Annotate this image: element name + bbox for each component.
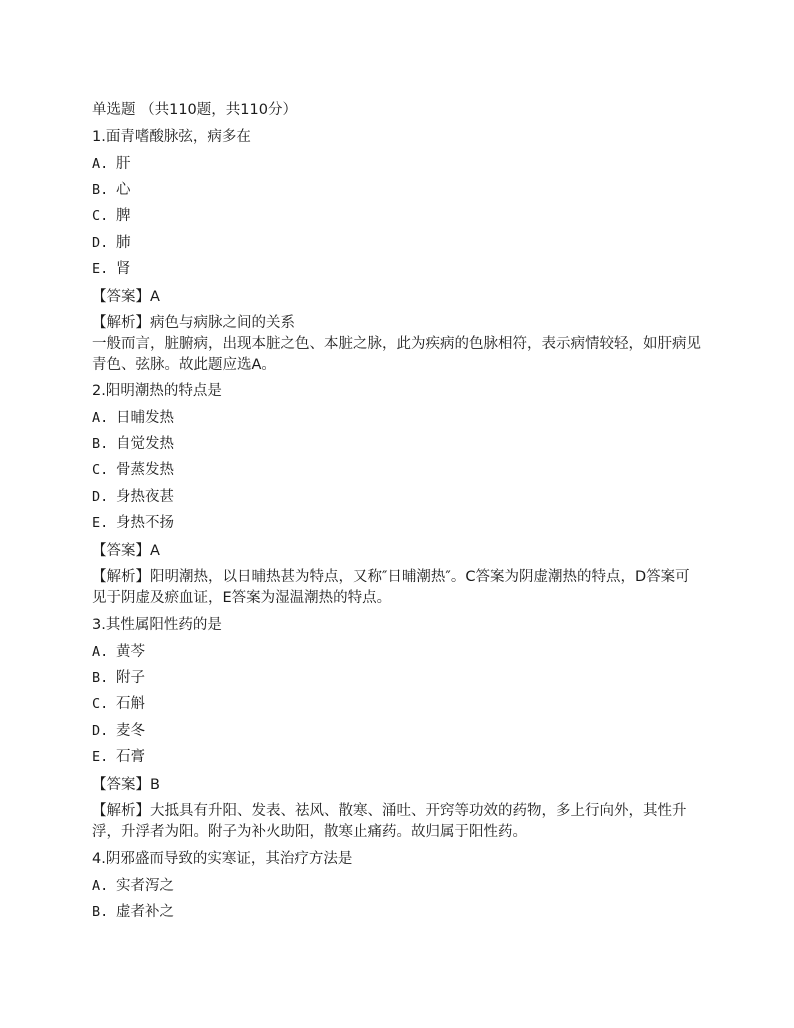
analysis-text: 病色与病脉之间的关系 [150, 315, 295, 331]
answer-line [92, 287, 160, 307]
option-text: 肝 [116, 156, 131, 172]
option-text: 麦冬 [116, 723, 145, 739]
option-text: 石斛 [116, 696, 145, 712]
option-a [92, 642, 145, 662]
option-d [92, 721, 145, 741]
analysis-text: 阳明潮热，以日晡热甚为特点，又称″日晡潮热″。C答案为阴虚潮热的特点，D答案可见于阴虚及瘀血证，E答案为湿温潮热的特点。 [92, 569, 690, 606]
option-text: 心 [116, 182, 131, 198]
option-c [92, 460, 174, 480]
option-a [92, 154, 131, 174]
option-text: 黄芩 [116, 644, 145, 660]
answer-value: A [150, 289, 160, 305]
answer-label: 【答案】 [92, 777, 150, 793]
question-stem: 1.面青嗜酸脉弦，病多在 [92, 129, 251, 145]
option-b [92, 180, 131, 200]
option-letter: E. [92, 261, 109, 277]
option-e [92, 259, 131, 279]
option-text: 自觉发热 [116, 436, 174, 452]
option-text: 实者泻之 [116, 878, 174, 894]
option-text: 肾 [116, 261, 131, 277]
option-letter: D. [92, 723, 109, 739]
option-letter: D. [92, 489, 109, 505]
option-letter: A. [92, 156, 109, 172]
option-text: 脾 [116, 208, 131, 224]
option-b [92, 434, 174, 454]
option-d [92, 233, 131, 253]
section-header: 单选题 （共110题，共110分） [92, 102, 297, 118]
answer-value: A [150, 543, 160, 559]
answer-line [92, 775, 160, 795]
option-d [92, 487, 174, 507]
option-c [92, 206, 131, 226]
analysis-text: 大抵具有升阳、发表、祛风、散寒、涌吐、开窍等功效的药物，多上行向外，其性升浮，升浮者为阳。附子为补火助阳，散寒止痛药。故归属于阳性药。 [92, 803, 687, 840]
option-e [92, 513, 174, 533]
option-text: 虚者补之 [116, 904, 174, 920]
question-stem: 4.阴邪盛而导致的实寒证，其治疗方法是 [92, 851, 353, 867]
answer-label: 【答案】 [92, 289, 150, 305]
option-text: 肺 [116, 235, 131, 251]
option-text: 日晡发热 [116, 410, 174, 426]
question-stem: 2.阳明潮热的特点是 [92, 383, 222, 399]
option-text: 石膏 [116, 749, 145, 765]
analysis-line [92, 567, 704, 609]
option-b [92, 902, 174, 922]
option-letter: C. [92, 696, 109, 712]
answer-value: B [150, 777, 160, 793]
option-letter: C. [92, 462, 109, 478]
analysis-line [92, 313, 295, 333]
question-stem: 3.其性属阳性药的是 [92, 617, 222, 633]
analysis-label: 【解析】 [92, 315, 150, 331]
analysis-paragraph: 一般而言，脏腑病，出现本脏之色、本脏之脉，此为疾病的色脉相符，表示病情较轻，如肝病见青色、弦脉。故此题应选A。 [92, 336, 701, 373]
option-text: 骨蒸发热 [116, 462, 174, 478]
analysis-line [92, 801, 704, 843]
option-a [92, 876, 174, 896]
analysis-label: 【解析】 [92, 569, 150, 585]
option-letter: B. [92, 436, 109, 452]
option-c [92, 694, 145, 714]
option-text: 身热夜甚 [116, 489, 174, 505]
option-letter: B. [92, 904, 109, 920]
answer-line [92, 541, 160, 561]
option-letter: A. [92, 644, 109, 660]
option-letter: A. [92, 410, 109, 426]
option-letter: B. [92, 670, 109, 686]
option-a [92, 408, 174, 428]
option-letter: E. [92, 515, 109, 531]
answer-label: 【答案】 [92, 543, 150, 559]
option-e [92, 747, 145, 767]
analysis-label: 【解析】 [92, 803, 150, 819]
option-letter: E. [92, 749, 109, 765]
option-letter: D. [92, 235, 109, 251]
option-letter: C. [92, 208, 109, 224]
option-text: 身热不扬 [116, 515, 174, 531]
option-letter: B. [92, 182, 109, 198]
option-letter: A. [92, 878, 109, 894]
option-b [92, 668, 145, 688]
option-text: 附子 [116, 670, 145, 686]
